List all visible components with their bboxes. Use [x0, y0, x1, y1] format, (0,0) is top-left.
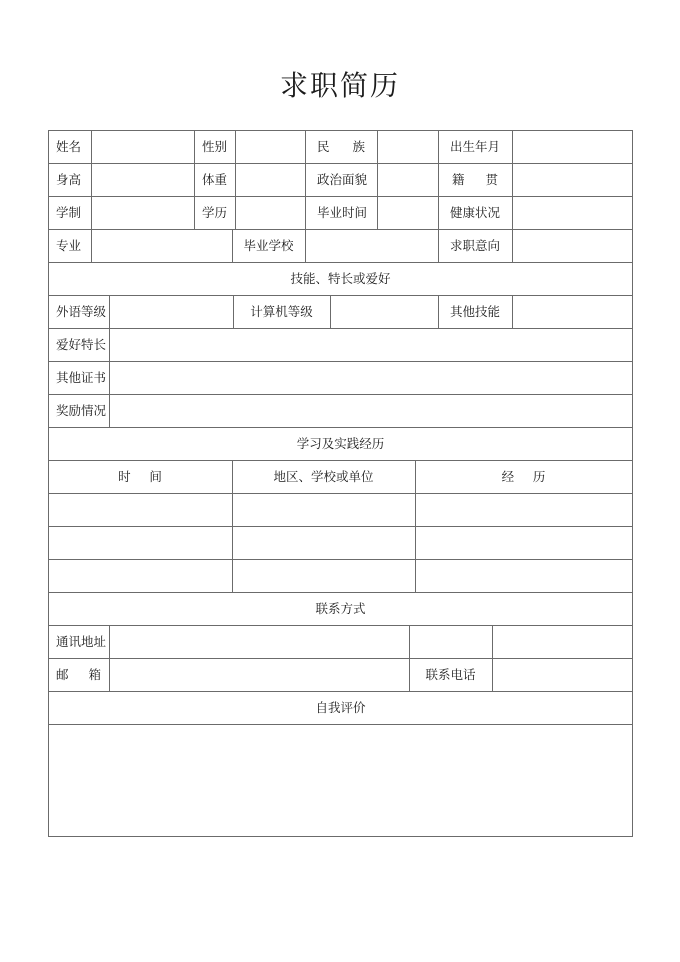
language-level-field[interactable]	[110, 296, 233, 328]
name-label: 姓名	[56, 139, 82, 154]
native-place-field[interactable]	[513, 164, 632, 196]
certificate-field[interactable]	[110, 362, 632, 394]
contact-extra-field[interactable]	[493, 626, 632, 658]
address-label: 通讯地址	[56, 634, 107, 649]
hobby-label: 爱好特长	[56, 337, 107, 352]
education-field[interactable]	[236, 197, 305, 229]
graduation-time-label: 毕业时间	[317, 205, 368, 220]
birth-date-field[interactable]	[513, 131, 632, 163]
experience-place-header: 地区、学校或单位	[273, 469, 374, 484]
email-label: 邮 箱	[56, 667, 101, 682]
experience-row-1-detail[interactable]	[416, 494, 632, 526]
self-evaluation-field[interactable]	[49, 725, 632, 836]
computer-level-label: 计算机等级	[250, 304, 313, 319]
gender-label: 性别	[202, 139, 228, 154]
name-field[interactable]	[92, 131, 194, 163]
skills-section-header: 技能、特长或爱好	[290, 271, 391, 286]
award-label: 奖励情况	[56, 403, 107, 418]
ethnicity-label: 民 族	[317, 139, 365, 154]
major-field[interactable]	[92, 230, 232, 262]
self-evaluation-header: 自我评价	[315, 700, 366, 715]
school-label: 毕业学校	[243, 238, 294, 253]
schooling-field[interactable]	[92, 197, 194, 229]
phone-label: 联系电话	[425, 667, 476, 682]
major-label: 专业	[56, 238, 82, 253]
experience-row-3-detail[interactable]	[416, 560, 632, 592]
email-field[interactable]	[110, 659, 409, 691]
phone-field[interactable]	[493, 659, 632, 691]
birth-date-label: 出生年月	[449, 139, 500, 154]
school-field[interactable]	[306, 230, 438, 262]
height-label: 身高	[56, 172, 82, 187]
political-status-label: 政治面貌	[317, 172, 368, 187]
contact-extra-label-cell	[410, 626, 492, 658]
experience-time-header: 时 间	[118, 469, 162, 484]
experience-section-header: 学习及实践经历	[296, 436, 385, 451]
hobby-field[interactable]	[110, 329, 632, 361]
native-place-label: 籍 贯	[452, 172, 498, 187]
other-skills-field[interactable]	[513, 296, 632, 328]
graduation-time-field[interactable]	[378, 197, 438, 229]
experience-row-2-detail[interactable]	[416, 527, 632, 559]
page-title: 求职简历	[279, 69, 400, 102]
education-label: 学历	[202, 205, 228, 220]
address-field[interactable]	[110, 626, 409, 658]
experience-detail-header: 经 历	[501, 469, 546, 484]
schooling-label: 学制	[56, 205, 82, 220]
experience-row-3-time[interactable]	[49, 560, 232, 592]
political-status-field[interactable]	[378, 164, 438, 196]
weight-label: 体重	[202, 172, 228, 187]
experience-row-1-time[interactable]	[49, 494, 232, 526]
contact-section-header: 联系方式	[315, 601, 366, 616]
experience-row-3-place[interactable]	[233, 560, 415, 592]
certificate-label: 其他证书	[56, 370, 107, 385]
computer-level-field[interactable]	[331, 296, 438, 328]
award-field[interactable]	[110, 395, 632, 427]
experience-row-2-time[interactable]	[49, 527, 232, 559]
other-skills-label: 其他技能	[449, 304, 500, 319]
experience-row-1-place[interactable]	[233, 494, 415, 526]
ethnicity-field[interactable]	[378, 131, 438, 163]
health-label: 健康状况	[449, 205, 500, 220]
job-intention-label: 求职意向	[449, 238, 500, 253]
height-field[interactable]	[92, 164, 194, 196]
language-level-label: 外语等级	[56, 304, 107, 319]
health-field[interactable]	[513, 197, 632, 229]
weight-field[interactable]	[236, 164, 305, 196]
gender-field[interactable]	[236, 131, 305, 163]
experience-row-2-place[interactable]	[233, 527, 415, 559]
job-intention-field[interactable]	[513, 230, 632, 262]
